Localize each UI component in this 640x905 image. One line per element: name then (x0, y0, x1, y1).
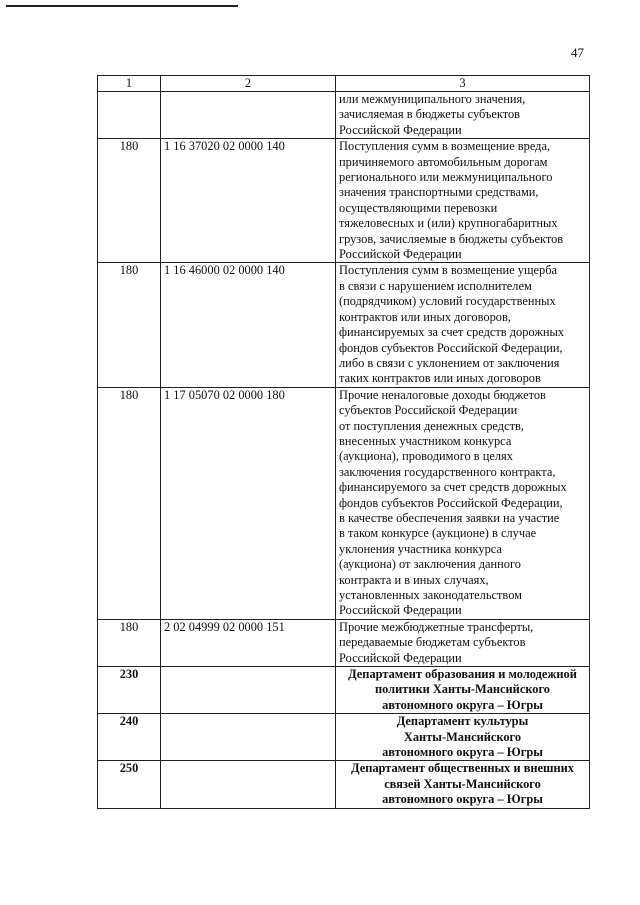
admin-code-cell: 180 (98, 619, 161, 666)
table-row (98, 92, 590, 139)
description-line: от поступления денежных средств, (339, 418, 524, 433)
description-line: Российской Федерации (339, 247, 462, 262)
description-line: фондов субъектов Российской Федерации, (339, 340, 563, 355)
description-line: Поступления сумм в возмещение вреда, (339, 139, 551, 154)
description-line: тяжеловесных и (или) крупногабаритных (339, 216, 558, 231)
description-line: в качестве обеспечения заявки на участие (339, 510, 560, 525)
description-line: фондов субъектов Российской Федерации, (339, 495, 563, 510)
department-name-line: автономного округа – Югры (382, 745, 543, 760)
admin-code-cell: 230 (98, 667, 161, 714)
admin-code-cell: 240 (98, 714, 161, 761)
department-name-line: Ханты-Мансийского (403, 729, 522, 744)
description-line: заключения государственного контракта, (339, 464, 556, 479)
column-header-1: 1 (98, 76, 161, 92)
description-line: Прочие межбюджетные трансферты, (339, 619, 534, 634)
description-line: таких контрактов или иных договоров (339, 371, 541, 386)
description-line: Российской Федерации (339, 122, 462, 137)
description-line: финансируемых за счет средств дорожных (339, 325, 565, 340)
description-line: Поступления сумм в возмещение ущерба (339, 263, 558, 278)
description-line: (аукциона), проводимого в целях (339, 449, 513, 464)
description-line: зачисляемая в бюджеты субъектов (339, 107, 521, 122)
description-line: финансируемого за счет средств дорожных (339, 480, 567, 495)
department-row (98, 667, 590, 714)
description-line: (аукциона) от заключения данного (339, 557, 521, 572)
table-row (98, 387, 590, 619)
department-row (98, 714, 590, 761)
description-line: или межмуниципального значения, (339, 92, 526, 106)
revenue-codes-table (97, 75, 590, 809)
description-line: (подрядчиком) условий государственных (339, 294, 556, 309)
department-name-line: автономного округа – Югры (382, 697, 543, 712)
kbk-code-cell: 1 16 46000 02 0000 140 (161, 263, 336, 387)
kbk-code-cell (161, 92, 336, 139)
description-line: субъектов Российской Федерации (339, 403, 518, 418)
department-name-line: Департамент общественных и внешних (351, 761, 574, 776)
table-row (98, 619, 590, 666)
description-line: Российской Федерации (339, 650, 462, 665)
department-name-line: Департамент культуры (396, 714, 529, 729)
department-name-line: связей Ханты-Мансийского (384, 776, 541, 791)
top-rule (6, 5, 238, 7)
description-line: причиняемого автомобильным дорогам (339, 154, 548, 169)
description-line: контракта и в иных случаях, (339, 572, 489, 587)
description-line: значения транспортными средствами, (339, 185, 539, 200)
table-row (98, 139, 590, 263)
description-cell (336, 263, 590, 387)
description-line: внесенных участником конкурса (339, 433, 512, 448)
description-line: установленных законодательством (339, 588, 522, 602)
admin-code-cell: 250 (98, 761, 161, 808)
column-header-3: 3 (336, 76, 590, 92)
kbk-code-cell: 1 16 37020 02 0000 140 (161, 139, 336, 263)
admin-code-cell: 180 (98, 139, 161, 263)
column-header-2: 2 (161, 76, 336, 92)
description-line: контрактов или иных договоров, (339, 309, 511, 324)
description-cell (336, 387, 590, 619)
description-line: грузов, зачисляемые в бюджеты субъектов (339, 231, 564, 246)
description-line: Прочие неналоговые доходы бюджетов (339, 387, 546, 402)
department-name-line: автономного округа – Югры (382, 792, 543, 807)
department-name-cell (336, 667, 590, 714)
description-cell (336, 139, 590, 263)
description-line: регионального или межмуниципального (339, 170, 553, 185)
description-line: в таком конкурсе (аукционе) в случае (339, 526, 537, 541)
table-header-row (98, 76, 590, 92)
table-row (98, 263, 590, 387)
admin-code-cell: 180 (98, 263, 161, 387)
kbk-code-cell: 2 02 04999 02 0000 151 (161, 619, 336, 666)
description-cell (336, 619, 590, 666)
page-number: 47 (571, 45, 584, 60)
description-line: в связи с нарушением исполнителем (339, 278, 532, 293)
admin-code-cell: 180 (98, 387, 161, 619)
kbk-code-cell (161, 714, 336, 761)
department-name-cell (336, 761, 590, 808)
description-line: передаваемые бюджетам субъектов (339, 635, 526, 650)
department-name-line: Департамент образования и молодежной (348, 667, 577, 682)
description-cell (336, 92, 590, 139)
department-name-line: политики Ханты-Мансийского (374, 682, 551, 697)
kbk-code-cell: 1 17 05070 02 0000 180 (161, 387, 336, 619)
description-line: либо в связи с уклонением от заключения (339, 355, 560, 370)
kbk-code-cell (161, 761, 336, 808)
description-line: осуществляющими перевозки (339, 200, 498, 215)
admin-code-cell (98, 92, 161, 139)
description-line: уклонения участника конкурса (339, 541, 502, 556)
department-row (98, 761, 590, 808)
department-name-cell (336, 714, 590, 761)
description-line: Российской Федерации (339, 603, 462, 618)
kbk-code-cell (161, 667, 336, 714)
